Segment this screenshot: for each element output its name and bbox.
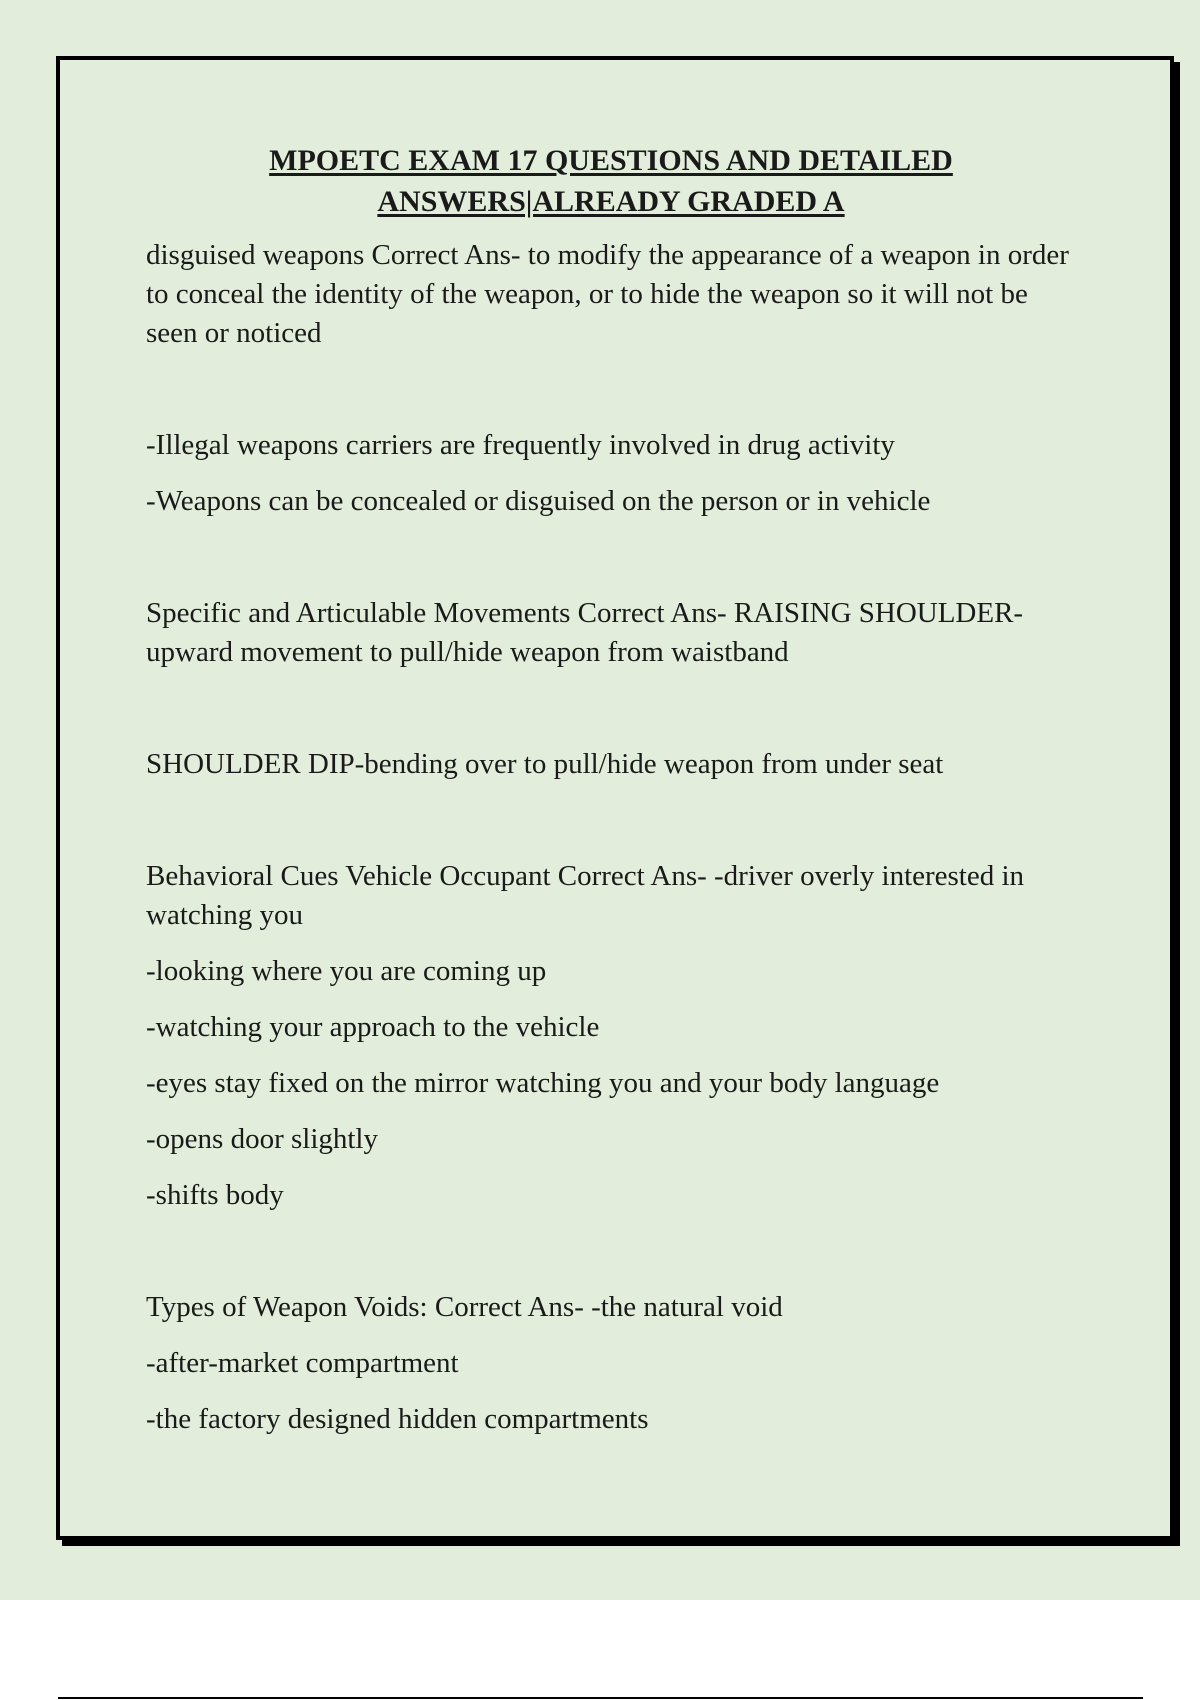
paragraph-weapon-voids: Types of Weapon Voids: Correct Ans- -the natural void [146, 1291, 783, 1323]
list-item: -the factory designed hidden compartments [146, 1403, 649, 1435]
paragraph-disguised-weapons: disguised weapons Correct Ans- to modify the appearance of a weapon in order to conceal the identity of the weapon, or to hide the weapon so it will not be seen or noticed [146, 239, 1069, 349]
footer-divider [58, 1697, 1143, 1699]
paragraph-shoulder-dip: SHOULDER DIP-bending over to pull/hide weapon from under seat [146, 748, 944, 780]
list-item: -looking where you are coming up [146, 955, 547, 987]
list-item: -eyes stay fixed on the mirror watching you and your body language [146, 1067, 940, 1099]
paragraph-behavioral-cues: Behavioral Cues Vehicle Occupant Correct Ans- -driver overly interested in watching you [146, 860, 1025, 931]
paragraph-illegal-weapons-carriers: -Illegal weapons carriers are frequently involved in drug activity [146, 429, 895, 461]
list-item: -opens door slightly [146, 1123, 378, 1155]
title-line-1: MPOETC EXAM 17 QUESTIONS AND DETAILED [269, 144, 953, 177]
title-line-2: ANSWERS|ALREADY GRADED A [377, 185, 845, 218]
list-item: -watching your approach to the vehicle [146, 1011, 600, 1043]
paragraph-specific-movements: Specific and Articulable Movements Correct Ans- RAISING SHOULDER-upward movement to pull/hide weapon from waistband [146, 597, 1024, 668]
list-item: -after-market compartment [146, 1347, 459, 1379]
paragraph-weapons-concealed: -Weapons can be concealed or disguised on the person or in vehicle [146, 485, 931, 517]
page-title [146, 140, 1076, 222]
document-content [146, 140, 1076, 1439]
list-item: -shifts body [146, 1179, 284, 1211]
